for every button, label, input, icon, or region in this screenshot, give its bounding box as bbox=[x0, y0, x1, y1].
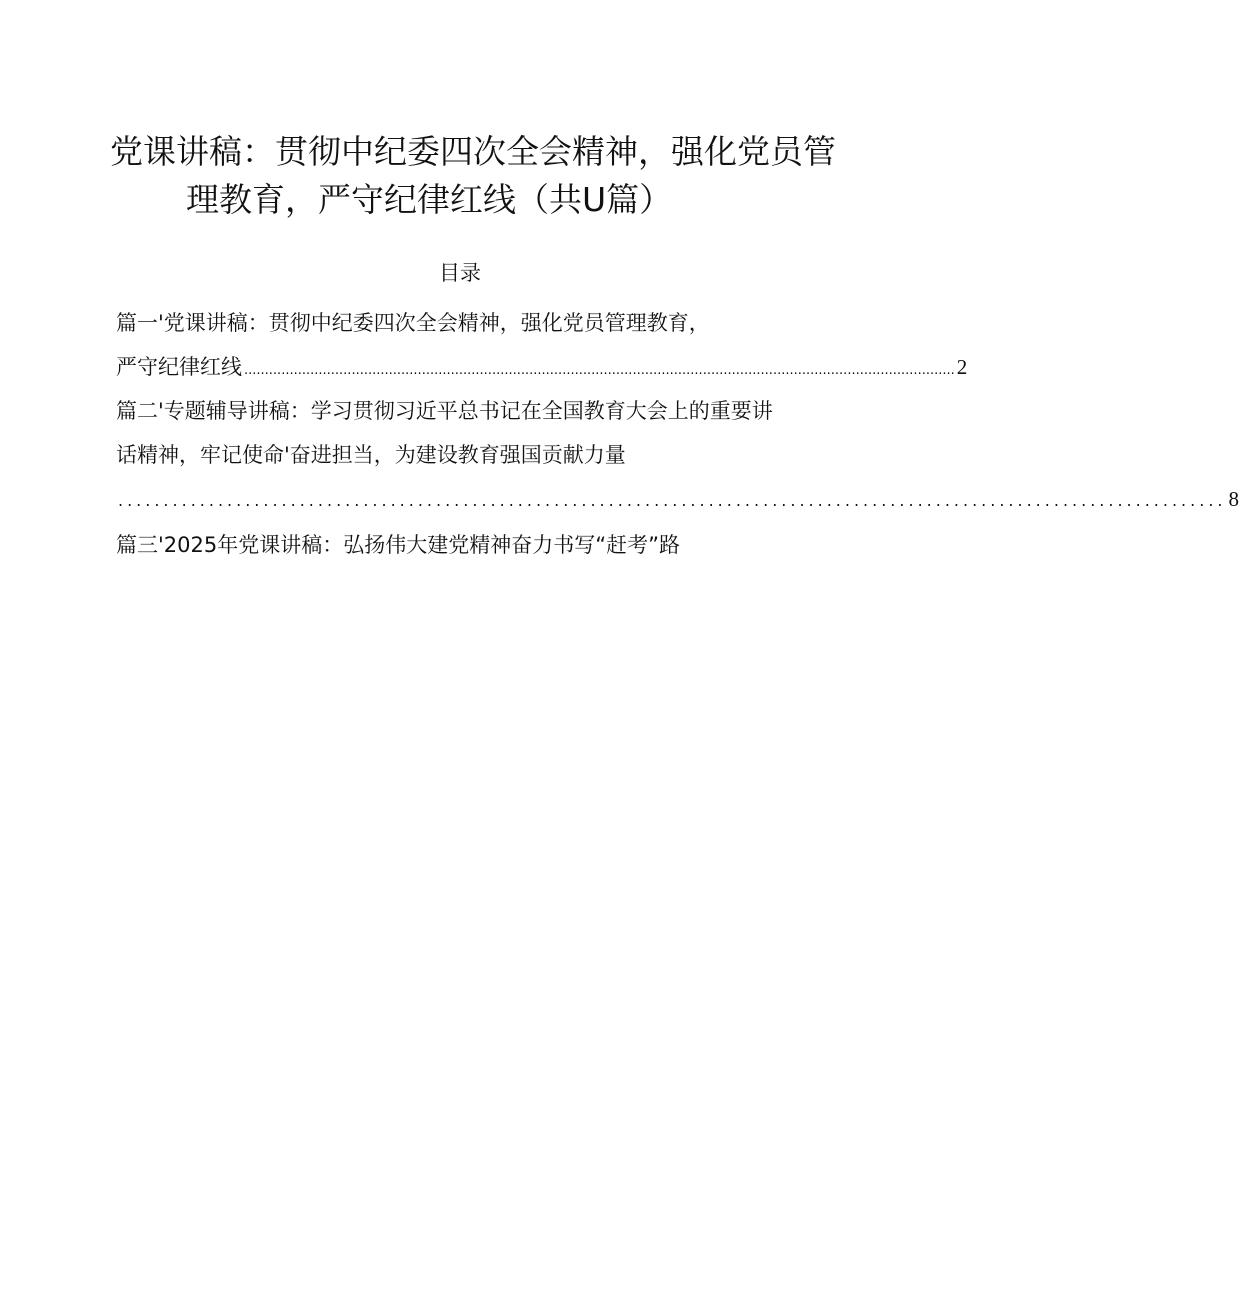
dot-leader: .......................................................................................................................... bbox=[118, 491, 1227, 510]
toc-entry-1-line-1[interactable]: 篇一'党课讲稿：贯彻中纪委四次全会精神，强化党员管理教育， bbox=[116, 311, 710, 335]
toc-entry-2-page: 8 bbox=[1228, 487, 1239, 511]
toc-entry-1-row[interactable] bbox=[116, 352, 968, 386]
dot-leader: ............................................................................................................................................................................ bbox=[244, 363, 955, 378]
toc-entry-1-line-2: 严守纪律红线 bbox=[116, 355, 242, 379]
toc-heading: 目录 bbox=[439, 261, 481, 285]
toc-entry-1-page: 2 bbox=[956, 355, 968, 379]
document-title bbox=[110, 128, 840, 224]
toc-entry-3-line-1[interactable]: 篇三'2025年党课讲稿：弘扬伟大建党精神奋力书写“赶考”路 bbox=[116, 533, 680, 557]
title-line-1: 党课讲稿：贯彻中纪委四次全会精神，强化党员管 bbox=[110, 132, 836, 171]
toc-entry-2-line-1[interactable]: 篇二'专题辅导讲稿：学习贯彻习近平总书记在全国教育大会上的重要讲 bbox=[116, 399, 773, 423]
toc-entry-2-row[interactable] bbox=[116, 484, 1239, 516]
title-line-2: 理教育，严守纪律红线（共U篇） bbox=[186, 180, 673, 219]
toc-entry-2-line-2[interactable]: 话精神，牢记使命'奋进担当，为建设教育强国贡献力量 bbox=[116, 443, 626, 467]
